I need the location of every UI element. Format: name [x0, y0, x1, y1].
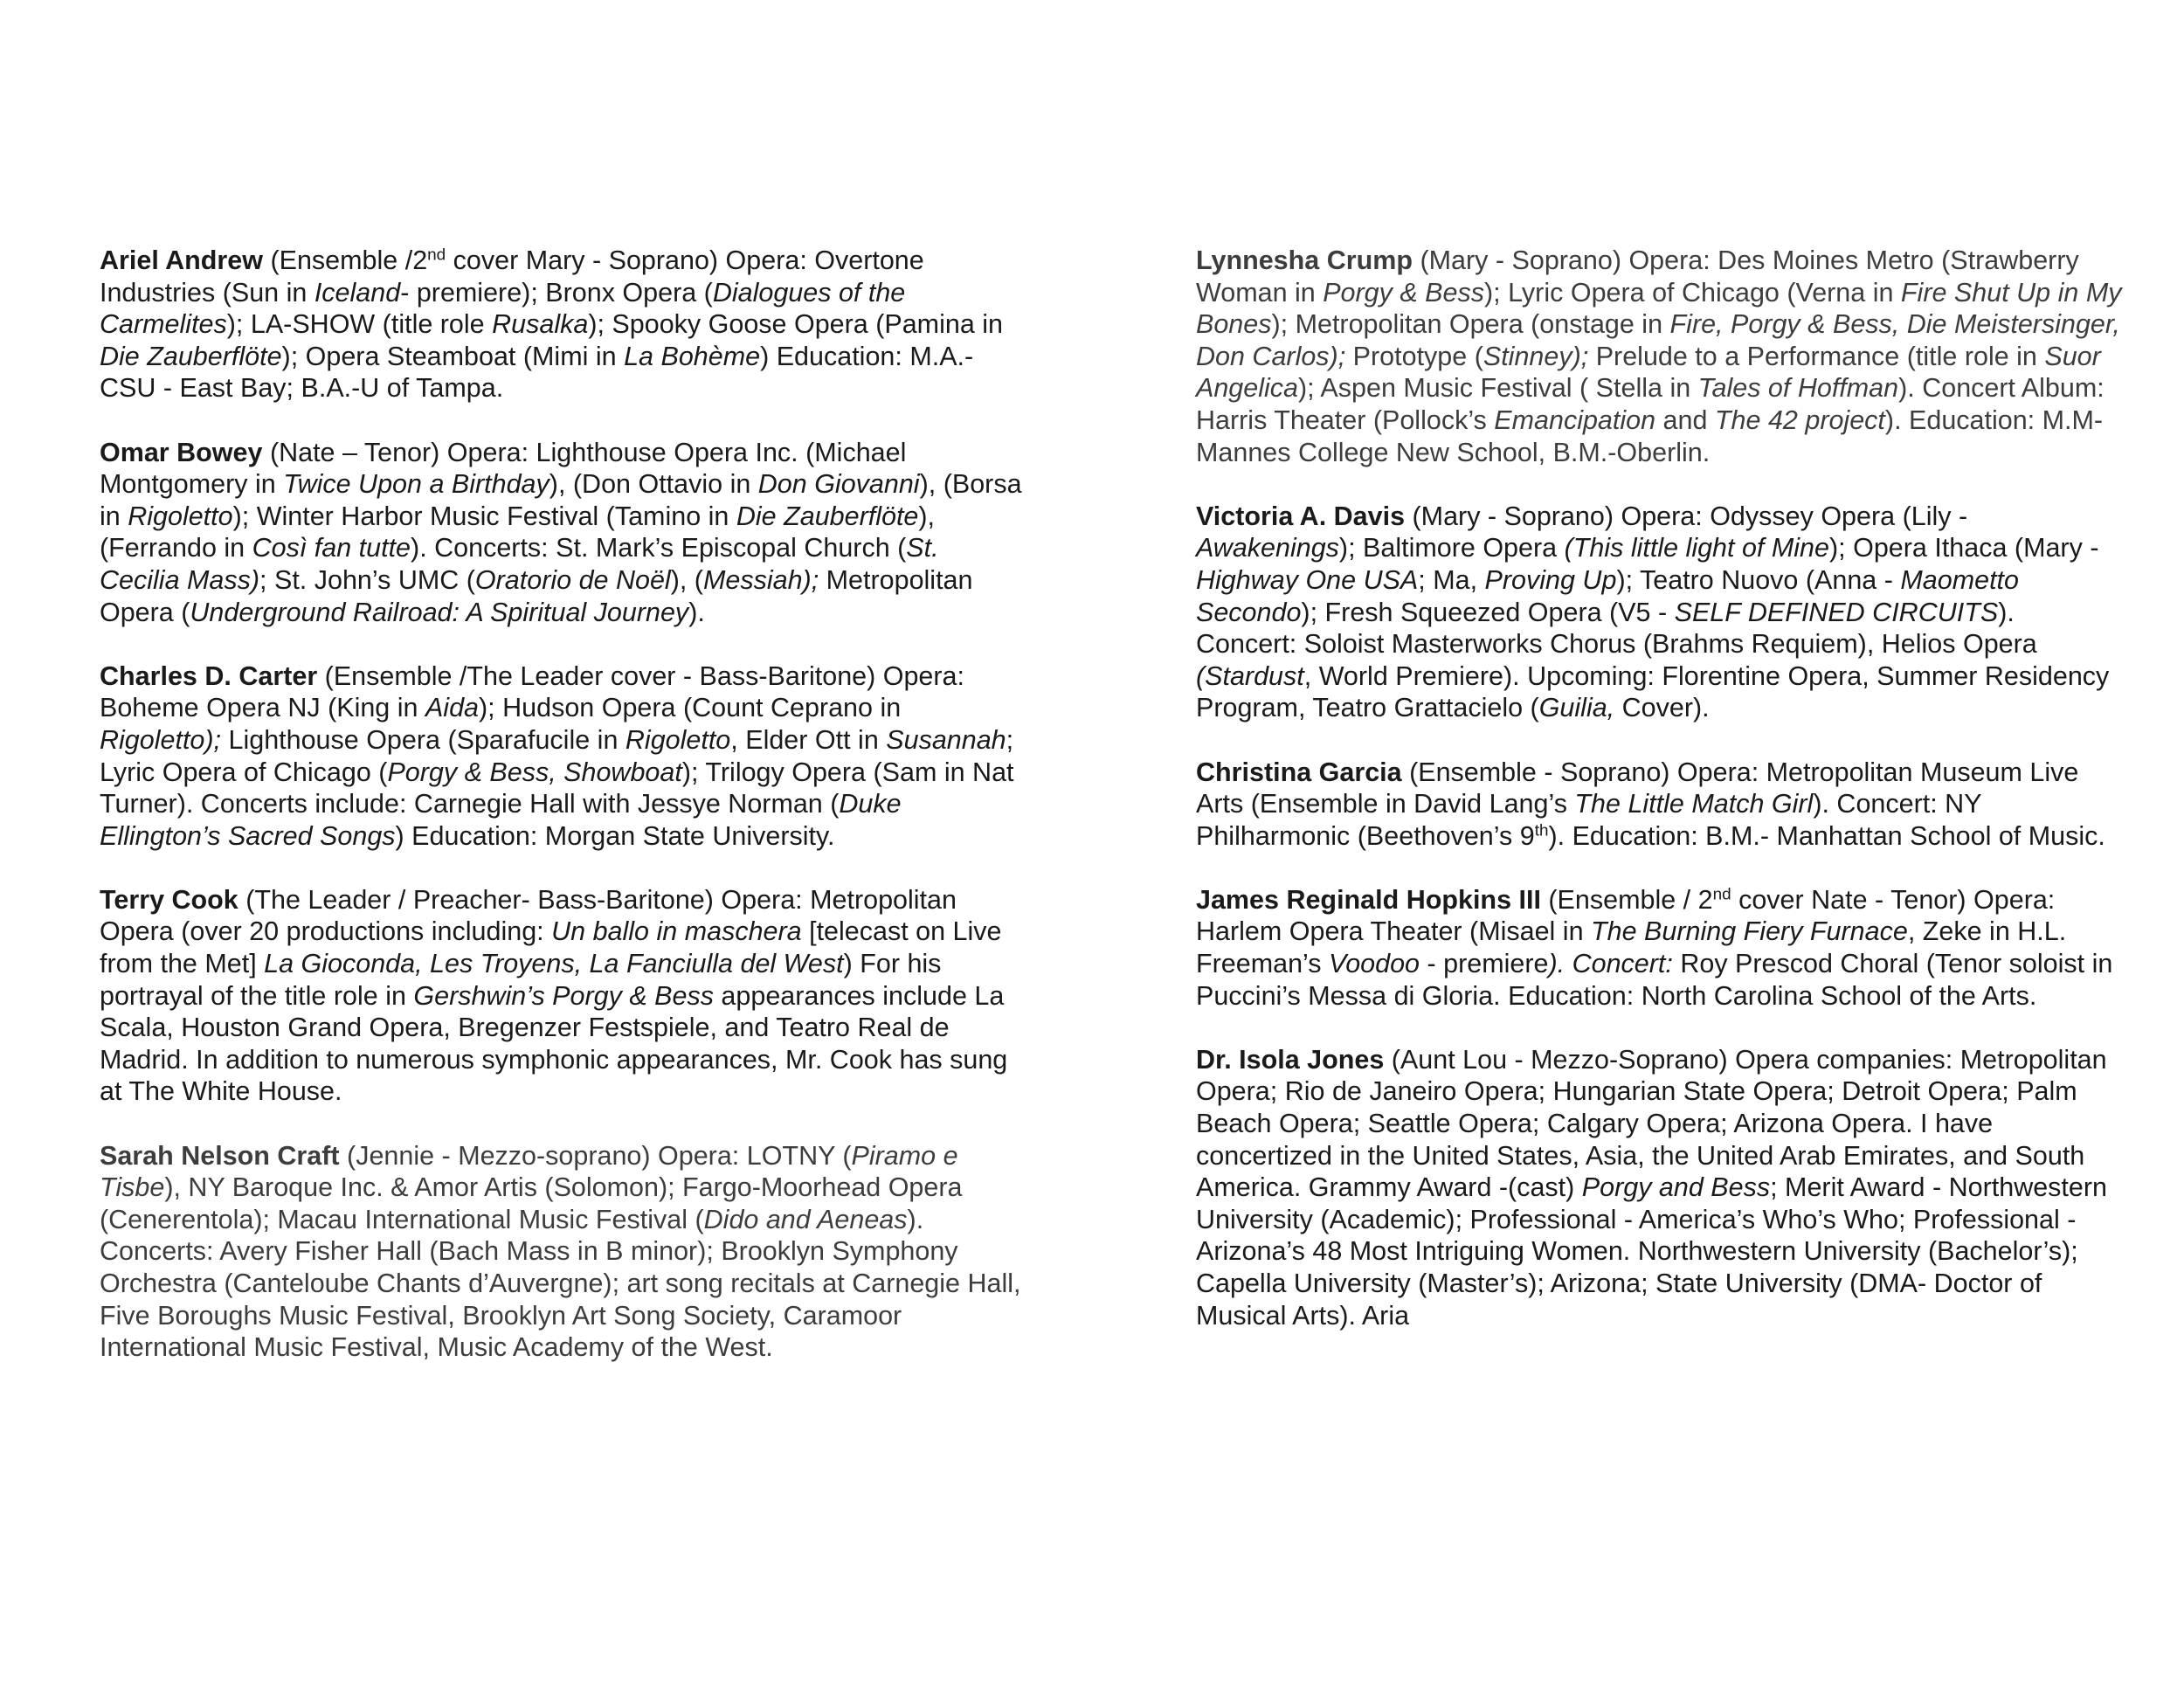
bio-dr-isola-jones	[1196, 1044, 2122, 1331]
italic-title: La Bohème	[624, 341, 761, 371]
bio-christina-garcia	[1196, 757, 2122, 853]
bio-text: ); Opera Steamboat (Mimi in	[281, 341, 625, 371]
bio-text: ; Ma,	[1418, 564, 1485, 595]
italic-title: Messiah);	[702, 564, 819, 595]
bio-text: , Elder Ott in	[730, 724, 887, 755]
italic-title: Maometto Secondo	[1196, 564, 2019, 627]
bio-text: ), (Don Ottavio in	[549, 469, 758, 500]
bio-text: (Ensemble / 2	[1540, 884, 1713, 915]
bio-text: ); Hudson Opera (Count Ceprano in	[479, 693, 902, 723]
bio-text: ), (	[670, 564, 703, 595]
bio-text: appearances include La Scala, Houston Grand Opera, Bregenzer Festspiele, and Teatro Real de Madrid. In addition to numerous symphonic appearances, Mr. Cook has sung at The White House.	[100, 980, 1008, 1107]
italic-title: Die Zauberflöte	[736, 501, 919, 531]
bio-victoria-a-davis	[1196, 501, 2122, 724]
italic-title: Voodoo	[1329, 949, 1420, 979]
italic-title: Stinney);	[1482, 341, 1589, 371]
performer-name: Sarah Nelson Craft	[100, 1140, 340, 1171]
bio-text: Roy Prescod Choral (Tenor soloist in Puccini’s Messa di Gloria. Education: North Carolina School of the Arts.	[1196, 949, 2113, 1011]
bio-text: Lighthouse Opera (Sparafucile in	[221, 724, 625, 755]
bio-text: Prelude to a Performance (title role in	[1588, 341, 2045, 371]
bio-text: ).	[688, 597, 705, 627]
performer-name: Omar Bowey	[100, 437, 263, 467]
bio-text: ); Fresh Squeezed Opera (V5 -	[1301, 597, 1675, 627]
italic-title: Fire Shut Up in My Bones	[1196, 277, 2122, 340]
bio-text: (Jennie - Mezzo-soprano) Opera: LOTNY (	[339, 1140, 852, 1171]
bio-text: ). Concert Album: Harris Theater (Pollock’s	[1196, 373, 2105, 435]
bio-charles-d-carter	[100, 660, 1026, 853]
italic-title: La Gioconda, Les Troyens, La Fanciulla del West	[264, 949, 844, 979]
bio-text: ); Teatro Nuovo (Anna -	[1616, 564, 1901, 595]
performer-name: Charles D. Carter	[100, 660, 318, 691]
bio-text: ). Education: M.M- Mannes College New School, B.M.-Oberlin.	[1196, 404, 2104, 467]
bio-text: ); LA-SHOW (title role	[226, 309, 493, 340]
bio-text: cover Nate - Tenor) Opera: Harlem Opera Theater (Misael in	[1196, 884, 2056, 947]
bio-omar-bowey	[100, 437, 1026, 629]
italic-title: Rigoletto	[128, 501, 233, 531]
bio-ariel-andrew	[100, 245, 1026, 404]
bio-text: ), (Ferrando in	[100, 501, 936, 563]
bio-text: - premiere	[1420, 949, 1549, 979]
italic-title: Porgy and Bess	[1581, 1172, 1771, 1203]
italic-title: (Stardust	[1196, 660, 1304, 691]
bio-text: ; Merit Award - Northwestern University (Academic); Professional - America’s Who’s Who; Professional - Arizona’s 48 Most Intriguing Women. Northwestern University (Bachelor’s); Capella University (Master’s); Arizona; State University (DMA- Doctor of Musical Arts). Aria	[1196, 1172, 2107, 1331]
bio-text: ), (Borsa in	[100, 469, 1022, 531]
italic-title: Proving Up	[1484, 564, 1617, 595]
italic-title: The Little Match Girl	[1574, 789, 1814, 819]
bio-text: ) Education: M.A.- CSU - East Bay; B.A.-U of Tampa.	[100, 341, 974, 404]
italic-title: Gershwin’s Porgy & Bess	[413, 980, 714, 1011]
bio-text: ); Baltimore Opera	[1338, 533, 1565, 563]
bio-text: ; St. John’s UMC (	[259, 564, 475, 595]
italic-title: Porgy & Bess	[1323, 277, 1484, 308]
bio-text: ) For his portrayal of the title role in	[100, 949, 942, 1011]
italic-title: Aida	[425, 693, 480, 723]
italic-title: St. Cecilia Mass)	[100, 533, 939, 595]
bio-text: ). Concert: Soloist Masterworks Chorus (Brahms Requiem), Helios Opera	[1196, 597, 2037, 660]
bio-text: ) Education: Morgan State University.	[395, 820, 835, 851]
left-column	[100, 245, 1026, 1395]
italic-title: Tales of Hoffman	[1697, 373, 1899, 404]
bio-text: ). Concerts: Avery Fisher Hall (Bach Mass in B minor); Brooklyn Symphony Orchestra (Canteloube Chants d’Auvergne); art song recitals at Carnegie Hall, Five Boroughs Music Festival, Brooklyn Art Song Society, Caramoor International Music Festival, Music Academy of the West.	[100, 1204, 1021, 1363]
bio-text: ); Aspen Music Festival ( Stella in	[1298, 373, 1698, 404]
italic-title: Awakenings	[1196, 533, 1339, 563]
bio-text: Metropolitan Opera (	[100, 564, 973, 627]
performer-name: Lynnesha Crump	[1196, 245, 1413, 275]
bio-lynnesha-crump	[1196, 245, 2122, 468]
bio-text: ). Education: B.M.- Manhattan School of Music.	[1548, 820, 2105, 851]
bio-text: ); Opera Ithaca (Mary -	[1829, 533, 2099, 563]
italic-title: Underground Railroad: A Spiritual Journey	[190, 597, 689, 627]
italic-title: Rusalka	[492, 309, 589, 340]
bio-james-reginald-hopkins-iii	[1196, 884, 2122, 1012]
bio-text: (Aunt Lou - Mezzo-Soprano) Opera companies: Metropolitan Opera; Rio de Janeiro Opera; Hungarian State Opera; Detroit Opera; Palm Beach Opera; Seattle Opera; Calgary Opera; Arizona Opera. I have concertized in the United States, Asia, the United Arab Emirates, and South America. Grammy Award -(cast)	[1196, 1044, 2107, 1203]
bio-text: ); Trilogy Opera (Sam in Nat Turner). Concerts include: Carnegie Hall with Jessye Norman (	[100, 757, 1014, 819]
italic-title: Rigoletto);	[100, 724, 222, 755]
bio-terry-cook	[100, 884, 1026, 1108]
superscript-text: nd	[1712, 885, 1731, 904]
bio-text: ); Winter Harbor Music Festival (Tamino in	[232, 501, 736, 531]
bio-text: , World Premiere). Upcoming: Florentine Opera, Summer Residency Program, Teatro Grattacielo (	[1196, 660, 2110, 723]
italic-title: Rigoletto	[625, 724, 731, 755]
italic-title: Susannah	[886, 724, 1006, 755]
italic-title: The Burning Fiery Furnace	[1591, 916, 1908, 947]
performer-name: Terry Cook	[100, 884, 238, 915]
italic-title: Highway One USA	[1196, 564, 1419, 595]
bio-text: (Ensemble - Soprano) Opera: Metropolitan Museum Live Arts (Ensemble in David Lang’s	[1196, 757, 2079, 819]
italic-title: Don Giovanni	[757, 469, 920, 500]
performer-name: Victoria A. Davis	[1196, 501, 1406, 531]
italic-title: Dialogues of the Carmelites	[100, 277, 906, 340]
bio-text: ). Concerts: St. Mark’s Episcopal Church (	[411, 533, 907, 563]
italic-title: Guilia,	[1538, 693, 1615, 723]
bio-text: ); Metropolitan Opera (onstage in	[1271, 309, 1670, 340]
performer-name: Dr. Isola Jones	[1196, 1044, 1385, 1075]
italic-title: Un ballo in maschera	[551, 916, 802, 947]
italic-title: Suor Angelica	[1196, 341, 2101, 404]
italic-title: Dido and Aeneas	[703, 1204, 908, 1234]
italic-title: Iceland	[314, 277, 401, 308]
bio-text: ). Concert: NY Philharmonic (Beethoven’s 9	[1196, 789, 1981, 851]
italic-title: SELF DEFINED CIRCUITS	[1674, 597, 1999, 627]
performer-name: James Reginald Hopkins III	[1196, 884, 1541, 915]
bio-text: ); Lyric Opera of Chicago (Verna in	[1484, 277, 1901, 308]
italic-title: Die Zauberflöte	[100, 341, 282, 371]
performer-name: Christina Garcia	[1196, 757, 1402, 787]
bio-sarah-nelson-craft	[100, 1140, 1026, 1364]
italic-title: Così fan tutte	[252, 533, 411, 563]
italic-title: (This little light of Mine	[1564, 533, 1829, 563]
bio-text: (Ensemble /2	[263, 245, 428, 275]
italic-title: Emancipation	[1494, 404, 1656, 435]
bio-text: [telecast on Live from the Met]	[100, 916, 1002, 979]
italic-title: Piramo e Tisbe	[100, 1140, 958, 1203]
bio-text: and	[1655, 404, 1715, 435]
italic-title: Fire, Porgy & Bess, Die Meistersinger, Don Carlos);	[1196, 309, 2120, 371]
italic-title: Oratorio de Noël	[474, 564, 671, 595]
italic-title: Duke Ellington’s Sacred Songs	[100, 789, 902, 851]
bio-text: (Nate – Tenor) Opera: Lighthouse Opera Inc. (Michael Montgomery in	[100, 437, 907, 500]
italic-title: Twice Upon a Birthday	[283, 469, 549, 500]
bio-text: ); Spooky Goose Opera (Pamina in	[588, 309, 1003, 340]
bio-text: cover Mary - Soprano) Opera: Overtone Industries (Sun in	[100, 245, 924, 308]
bio-text: ; Lyric Opera of Chicago (	[100, 724, 1014, 787]
performer-name: Ariel Andrew	[100, 245, 263, 275]
bio-text: (Mary - Soprano) Opera: Odyssey Opera (Lily -	[1405, 501, 1968, 531]
italic-title: Porgy & Bess, Showboat	[387, 757, 682, 787]
right-column	[1196, 245, 2122, 1364]
bio-text: ), NY Baroque Inc. & Amor Artis (Solomon); Fargo-Moorhead Opera (Cenerentola); Macau International Music Festival (	[100, 1172, 963, 1234]
italic-title: ). Concert:	[1548, 949, 1673, 979]
bio-text: (The Leader / Preacher- Bass-Baritone) Opera: Metropolitan Opera (over 20 productions including:	[100, 884, 957, 947]
superscript-text: th	[1534, 821, 1549, 840]
superscript-text: nd	[427, 245, 446, 265]
bio-text: Cover).	[1614, 693, 1710, 723]
bio-text: Prototype (	[1345, 341, 1483, 371]
bio-text: (Ensemble /The Leader cover - Bass-Baritone) Opera: Boheme Opera NJ (King in	[100, 660, 964, 723]
italic-title: The 42 project	[1714, 404, 1885, 435]
bio-text: - premiere); Bronx Opera (	[400, 277, 713, 308]
bio-text: (Mary - Soprano) Opera: Des Moines Metro (Strawberry Woman in	[1196, 245, 2079, 308]
bio-text: , Zeke in H.L. Freeman’s	[1196, 916, 2067, 979]
